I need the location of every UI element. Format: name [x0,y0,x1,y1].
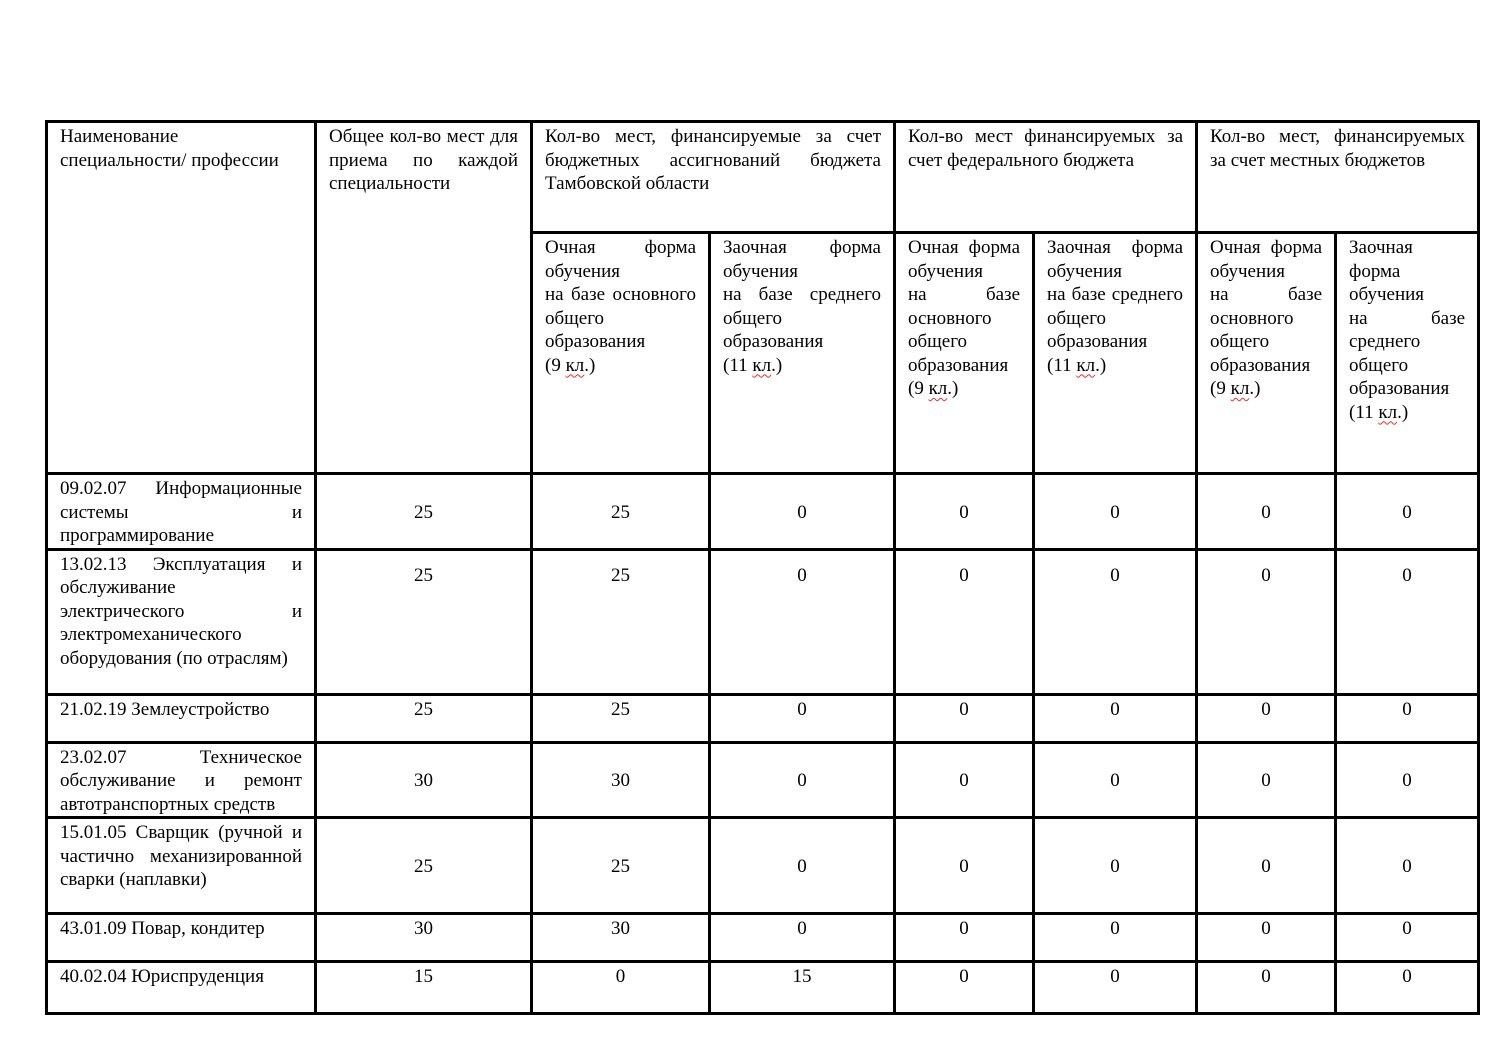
federal-fulltime-basis: на базе основного общего образования [908,284,1020,376]
total-places-value: 25 [316,474,532,550]
local-fulltime-value: 0 [1197,818,1336,914]
total-places-value: 15 [316,962,532,1014]
table-row [47,818,1479,914]
regional-fulltime-value: 25 [532,474,710,550]
specialty-name: 15.01.05 Сварщик (ручной и частично механизированной сварки (наплавки) [47,818,316,914]
federal-parttime-value: 0 [1034,914,1197,962]
regional-fulltime-value: 25 [532,694,710,742]
header-federal-fulltime [895,233,1034,474]
regional-parttime-grade: (11 кл.) [723,354,783,376]
federal-fulltime-form: Очная форма обучения [908,237,1020,282]
federal-fulltime-value: 0 [895,742,1034,818]
federal-fulltime-value: 0 [895,694,1034,742]
admission-quota-table [45,120,1480,1015]
header-total-places: Общее кол-во мест для приема по каждой специальности [316,122,532,474]
header-local-fulltime [1197,233,1336,474]
regional-fulltime-value: 0 [532,962,710,1014]
regional-parttime-value: 0 [710,914,895,962]
local-fulltime-value: 0 [1197,962,1336,1014]
header-row-1 [47,122,1479,233]
specialty-name: 43.01.09 Повар, кондитер [47,914,316,962]
total-places-value: 30 [316,914,532,962]
local-parttime-value: 0 [1336,914,1479,962]
local-fulltime-value: 0 [1197,549,1336,694]
local-parttime-value: 0 [1336,742,1479,818]
header-local-parttime [1336,233,1479,474]
regional-parttime-value: 0 [710,694,895,742]
local-parttime-basis: на базе среднего общего образования [1349,307,1466,399]
federal-fulltime-value: 0 [895,914,1034,962]
header-regional-fulltime [532,233,710,474]
total-places-value: 25 [316,549,532,694]
table-row [47,742,1479,818]
header-regional-parttime [710,233,895,474]
local-parttime-value: 0 [1336,474,1479,550]
header-specialty-name: Наименование специальности/ профессии [47,122,316,474]
federal-parttime-form: Заочная форма обучения [1047,237,1184,282]
specialty-name: 23.02.07 Техническое обслуживание и ремонт автотранспортных средств [47,742,316,818]
header-local-budget: Кол-во мест, финансируемых за счет местных бюджетов [1197,122,1479,233]
regional-parttime-value: 0 [710,549,895,694]
regional-fulltime-form: Очная форма обучения [545,237,696,282]
local-fulltime-value: 0 [1197,474,1336,550]
federal-parttime-value: 0 [1034,474,1197,550]
local-parttime-grade: (11 кл.) [1349,401,1409,423]
regional-parttime-value: 0 [710,742,895,818]
local-fulltime-grade: (9 кл.) [1210,378,1261,399]
regional-parttime-value: 0 [710,474,895,550]
total-places-value: 30 [316,742,532,818]
regional-fulltime-value: 30 [532,914,710,962]
local-parttime-value: 0 [1336,962,1479,1014]
specialty-name: 09.02.07 Информационные системы и программирование [47,474,316,550]
table-row [47,474,1479,550]
regional-parttime-value: 15 [710,962,895,1014]
specialty-name: 21.02.19 Землеустройство [47,694,316,742]
regional-fulltime-grade: (9 кл.) [545,354,596,376]
federal-parttime-value: 0 [1034,818,1197,914]
header-federal-budget: Кол-во мест финансируемых за счет федерального бюджета [895,122,1197,233]
regional-fulltime-value: 25 [532,549,710,694]
regional-fulltime-value: 25 [532,818,710,914]
specialty-name: 13.02.13 Эксплуатация и обслуживание электрического и электромеханического оборудования (по отраслям) [47,549,316,694]
table-row [47,549,1479,694]
federal-fulltime-value: 0 [895,818,1034,914]
header-federal-parttime [1034,233,1197,474]
federal-fulltime-grade: (9 кл.) [908,378,959,399]
regional-parttime-form: Заочная форма обучения [723,237,881,282]
regional-fulltime-value: 30 [532,742,710,818]
total-places-value: 25 [316,818,532,914]
local-fulltime-value: 0 [1197,694,1336,742]
federal-parttime-value: 0 [1034,694,1197,742]
local-fulltime-basis: на базе основного общего образования [1210,284,1323,376]
table-row [47,962,1479,1014]
federal-fulltime-value: 0 [895,474,1034,550]
federal-parttime-grade: (11 кл.) [1047,354,1107,376]
regional-parttime-basis: на базе среднего общего образования [723,284,881,352]
header-regional-budget: Кол-во мест, финансируемые за счет бюджетных ассигнований бюджета Тамбовской области [532,122,895,233]
local-parttime-value: 0 [1336,818,1479,914]
total-places-value: 25 [316,694,532,742]
federal-parttime-value: 0 [1034,549,1197,694]
federal-parttime-value: 0 [1034,962,1197,1014]
local-parttime-value: 0 [1336,549,1479,694]
federal-fulltime-value: 0 [895,549,1034,694]
local-parttime-value: 0 [1336,694,1479,742]
local-fulltime-form: Очная форма обучения [1210,237,1323,282]
federal-fulltime-value: 0 [895,962,1034,1014]
specialty-name: 40.02.04 Юриспруденция [47,962,316,1014]
table-row [47,694,1479,742]
local-fulltime-value: 0 [1197,914,1336,962]
regional-parttime-value: 0 [710,818,895,914]
regional-fulltime-basis: на базе основного общего образования [545,284,696,352]
federal-parttime-value: 0 [1034,742,1197,818]
local-fulltime-value: 0 [1197,742,1336,818]
local-parttime-form: Заочная форма обучения [1349,237,1425,305]
federal-parttime-basis: на базе среднего общего образования [1047,284,1184,352]
table-row [47,914,1479,962]
